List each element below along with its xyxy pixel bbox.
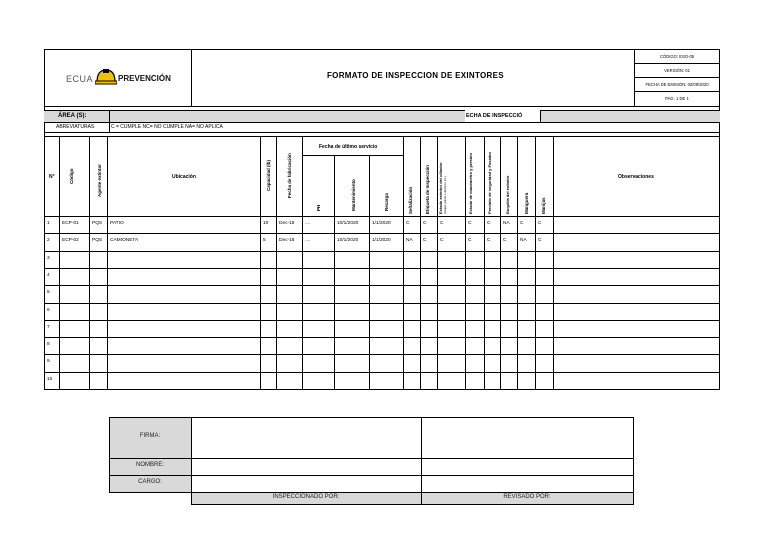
cell-ubicacion[interactable]: [110, 273, 259, 280]
cell-codigo[interactable]: [62, 325, 88, 332]
cell-cilindro[interactable]: C: [440, 221, 444, 226]
cell-precinto[interactable]: [487, 256, 499, 263]
cell-ubicacion[interactable]: [110, 256, 259, 263]
col-cilindro-sub: (Golpes, grietas o deterioro, etc.): [444, 176, 447, 214]
cell-capacidad[interactable]: [263, 377, 275, 384]
cell-mantenimiento[interactable]: 10/1/2020: [337, 221, 359, 226]
cell-cilindro[interactable]: [440, 359, 464, 366]
cell-fabricacion[interactable]: [279, 359, 301, 366]
cell-senalizacion[interactable]: [406, 359, 419, 366]
col-agente: Agente extintor: [97, 163, 102, 197]
cell-ubicacion[interactable]: [110, 342, 259, 349]
cell-senalizacion[interactable]: [406, 290, 419, 297]
cell-cilindro[interactable]: [440, 377, 464, 384]
cell-boquilla[interactable]: [503, 359, 516, 366]
cell-agente[interactable]: [92, 342, 106, 349]
cell-agente[interactable]: [92, 256, 106, 263]
col-ultimo-servicio: Fecha de último servicio: [319, 144, 378, 150]
col-precinto: Precinto de seguridad y Pasador: [487, 151, 492, 214]
cargo-label: CARGO:: [138, 479, 162, 485]
cell-manguera[interactable]: [520, 342, 534, 349]
cell-manguera[interactable]: [520, 273, 534, 280]
cell-agente[interactable]: [92, 308, 106, 315]
cell-manometro[interactable]: C: [468, 221, 472, 226]
cell-ph[interactable]: [305, 290, 333, 297]
cell-manguera[interactable]: NA: [520, 238, 527, 243]
cell-etiqueta[interactable]: [423, 273, 436, 280]
cell-mantenimiento[interactable]: [337, 377, 368, 384]
cell-senalizacion[interactable]: [406, 256, 419, 263]
cell-manijas[interactable]: [538, 359, 552, 366]
cell-recarga[interactable]: [372, 359, 402, 366]
cell-cilindro[interactable]: [440, 273, 464, 280]
col-boquilla: Boquilla del extintor: [505, 175, 510, 214]
cell-capacidad[interactable]: [263, 325, 275, 332]
cell-precinto[interactable]: [487, 308, 499, 315]
cell-precinto[interactable]: [487, 377, 499, 384]
firma-label: FIRMA:: [139, 433, 161, 439]
cell-etiqueta[interactable]: [423, 290, 436, 297]
cell-manijas[interactable]: [538, 325, 552, 332]
cell-recarga[interactable]: [372, 325, 402, 332]
cell-capacidad[interactable]: [263, 359, 275, 366]
abbreviations-text: C = CUMPLE NC= NO CUMPLE NA= NO APLICA: [111, 124, 223, 130]
cell-capacidad[interactable]: [263, 290, 275, 297]
cell-manometro[interactable]: [468, 325, 483, 332]
nombre-inspector-field[interactable]: [192, 459, 420, 474]
cell-mantenimiento[interactable]: [337, 359, 368, 366]
cell-capacidad[interactable]: [263, 256, 275, 263]
cell-fabricacion[interactable]: [279, 325, 301, 332]
cell-capacidad[interactable]: 10: [263, 221, 269, 226]
cell-manijas[interactable]: [538, 342, 552, 349]
cell-manometro[interactable]: [468, 273, 483, 280]
cell-manijas[interactable]: C: [538, 221, 542, 226]
cell-boquilla[interactable]: [503, 377, 516, 384]
cell-recarga[interactable]: [372, 342, 402, 349]
cell-etiqueta[interactable]: C: [423, 221, 427, 226]
cell-mantenimiento[interactable]: [337, 308, 368, 315]
cell-cilindro[interactable]: [440, 342, 464, 349]
cell-fabricacion[interactable]: [279, 342, 301, 349]
cell-codigo[interactable]: ECP-02: [62, 238, 79, 243]
cell-cilindro[interactable]: [440, 325, 464, 332]
cell-ph[interactable]: [305, 377, 333, 384]
cell-agente[interactable]: [92, 325, 106, 332]
cell-manometro[interactable]: [468, 359, 483, 366]
cell-observaciones[interactable]: [556, 238, 718, 245]
cell-codigo[interactable]: [62, 290, 88, 297]
cell-boquilla[interactable]: C: [503, 238, 507, 243]
cell-manguera[interactable]: [520, 290, 534, 297]
hardhat-icon: [95, 67, 117, 87]
cell-observaciones[interactable]: [556, 342, 718, 349]
cell-ph[interactable]: ....: [305, 221, 311, 226]
cell-ph[interactable]: [305, 359, 333, 366]
cell-codigo[interactable]: ECP-01: [62, 221, 79, 226]
cell-num: 6: [47, 308, 50, 313]
cell-recarga[interactable]: [372, 290, 402, 297]
col-codigo: Código: [69, 168, 74, 184]
cargo-inspector-field[interactable]: [192, 476, 420, 491]
cell-ubicacion[interactable]: PATIO: [110, 221, 124, 226]
cell-fabricacion[interactable]: Dec-18: [279, 221, 295, 226]
cell-manguera[interactable]: [520, 308, 534, 315]
col-ubicacion: Ubicación: [172, 174, 196, 180]
cell-ubicacion[interactable]: [110, 290, 259, 297]
cell-num: 4: [47, 273, 50, 278]
cell-cilindro[interactable]: [440, 308, 464, 315]
col-num: N°: [49, 174, 55, 180]
col-observaciones: Observaciones: [618, 174, 654, 180]
col-fabricacion: Fecha de fabricación: [287, 153, 292, 198]
cell-senalizacion[interactable]: [406, 342, 419, 349]
cell-manijas[interactable]: [538, 308, 552, 315]
nombre-reviewer-field[interactable]: [422, 459, 632, 474]
abbreviations-label: ABREVIATURAS: [56, 124, 95, 130]
company-logo: [66, 67, 176, 89]
cell-boquilla[interactable]: NA: [503, 221, 510, 226]
cell-ubicacion[interactable]: [110, 308, 259, 315]
cell-senalizacion[interactable]: NA: [406, 238, 413, 243]
cell-observaciones[interactable]: [556, 359, 718, 366]
inspected-by-label: INSPECCIONADO POR:: [272, 494, 340, 500]
cell-cilindro[interactable]: [440, 290, 464, 297]
cell-codigo[interactable]: [62, 377, 88, 384]
cell-boquilla[interactable]: [503, 325, 516, 332]
cell-manijas[interactable]: [538, 256, 552, 263]
cell-capacidad[interactable]: [263, 273, 275, 280]
area-label: ÁREA (S):: [58, 113, 87, 119]
cell-ph[interactable]: [305, 342, 333, 349]
cell-ph[interactable]: ....: [305, 238, 311, 243]
cell-recarga[interactable]: [372, 377, 402, 384]
cell-etiqueta[interactable]: [423, 256, 436, 263]
cell-agente[interactable]: PQS: [92, 221, 103, 226]
cell-manijas[interactable]: [538, 290, 552, 297]
cell-etiqueta[interactable]: [423, 377, 436, 384]
cell-manguera[interactable]: [520, 359, 534, 366]
doc-version: VERSIÓN: 01: [664, 68, 690, 73]
cell-codigo[interactable]: [62, 256, 88, 263]
logo-brand-left: ECUA: [66, 74, 94, 84]
cell-senalizacion[interactable]: C: [406, 221, 410, 226]
cell-recarga[interactable]: [372, 308, 402, 315]
cell-precinto[interactable]: [487, 325, 499, 332]
col-capacidad: Capacidad (lb): [266, 159, 271, 191]
cell-ubicacion[interactable]: [110, 377, 259, 384]
cell-fabricacion[interactable]: [279, 308, 301, 315]
firma-reviewer-field[interactable]: [422, 418, 632, 457]
cell-agente[interactable]: [92, 290, 106, 297]
cell-precinto[interactable]: [487, 342, 499, 349]
col-recarga: Recarga: [384, 193, 389, 211]
col-etiqueta: Etiqueta de Inspección: [425, 164, 430, 214]
cell-recarga[interactable]: 1/1/2020: [372, 221, 391, 226]
col-manijas: Manijas: [541, 197, 546, 214]
cell-etiqueta[interactable]: [423, 342, 436, 349]
cell-etiqueta[interactable]: [423, 308, 436, 315]
cell-manometro[interactable]: [468, 290, 483, 297]
cell-agente[interactable]: [92, 359, 106, 366]
cell-senalizacion[interactable]: [406, 325, 419, 332]
cell-boquilla[interactable]: [503, 308, 516, 315]
doc-code: CÓDIGO: ESO-05: [659, 54, 695, 59]
cell-mantenimiento[interactable]: [337, 290, 368, 297]
cell-fabricacion[interactable]: Dec-18: [279, 238, 295, 243]
cell-precinto[interactable]: [487, 290, 499, 297]
col-mantenimiento: Mantenimiento: [351, 179, 356, 211]
reviewed-by-label: REVISADO POR:: [503, 494, 551, 500]
cell-etiqueta[interactable]: C: [423, 238, 427, 243]
cell-etiqueta[interactable]: [423, 359, 436, 366]
cell-mantenimiento[interactable]: [337, 256, 368, 263]
cell-manijas[interactable]: [538, 377, 552, 384]
cell-codigo[interactable]: [62, 308, 88, 315]
cell-manijas[interactable]: C: [538, 238, 542, 243]
cell-manguera[interactable]: [520, 377, 534, 384]
cell-precinto[interactable]: [487, 273, 499, 280]
cell-senalizacion[interactable]: [406, 308, 419, 315]
cell-agente[interactable]: [92, 377, 106, 384]
cell-precinto[interactable]: C: [487, 238, 491, 243]
cell-recarga[interactable]: [372, 256, 402, 263]
cargo-reviewer-field[interactable]: [422, 476, 632, 491]
cell-manguera[interactable]: C: [520, 221, 524, 226]
cell-precinto[interactable]: [487, 359, 499, 366]
cell-fabricacion[interactable]: [279, 256, 301, 263]
cell-fabricacion[interactable]: [279, 290, 301, 297]
cell-observaciones[interactable]: [556, 325, 718, 332]
col-manguera: Manguera: [524, 192, 529, 214]
cell-recarga[interactable]: [372, 273, 402, 280]
cell-mantenimiento[interactable]: 10/1/2020: [337, 238, 359, 243]
cell-ph[interactable]: [305, 308, 333, 315]
cell-manijas[interactable]: [538, 273, 552, 280]
cell-manometro[interactable]: [468, 377, 483, 384]
cell-num: 3: [47, 256, 50, 261]
cell-codigo[interactable]: [62, 273, 88, 280]
cell-mantenimiento[interactable]: [337, 342, 368, 349]
cell-mantenimiento[interactable]: [337, 273, 368, 280]
cell-num: 10: [47, 377, 53, 382]
firma-inspector-field[interactable]: [192, 418, 420, 457]
cell-num: 7: [47, 325, 50, 330]
cell-etiqueta[interactable]: [423, 325, 436, 332]
cell-capacidad[interactable]: [263, 342, 275, 349]
cell-num: 8: [47, 342, 50, 347]
col-ph: PH: [316, 204, 321, 211]
col-senalizacion: Señalización: [408, 186, 413, 214]
cell-fabricacion[interactable]: [279, 273, 301, 280]
cell-boquilla[interactable]: [503, 256, 516, 263]
cell-manometro[interactable]: [468, 308, 483, 315]
cell-cilindro[interactable]: C: [440, 238, 444, 243]
cell-manguera[interactable]: [520, 325, 534, 332]
cell-capacidad[interactable]: [263, 308, 275, 315]
cell-observaciones[interactable]: [556, 221, 718, 228]
cell-senalizacion[interactable]: [406, 377, 419, 384]
cell-observaciones[interactable]: [556, 377, 718, 384]
cell-num: 9: [47, 359, 50, 364]
nombre-label: NOMBRE:: [135, 462, 164, 468]
cell-agente[interactable]: PQS: [92, 238, 103, 243]
cell-observaciones[interactable]: [556, 308, 718, 315]
cell-ph[interactable]: [305, 325, 333, 332]
cell-observaciones[interactable]: [556, 273, 718, 280]
cell-manometro[interactable]: C: [468, 238, 472, 243]
cell-codigo[interactable]: [62, 359, 88, 366]
doc-page: PAG. 1 DE 1: [665, 96, 689, 101]
cell-manguera[interactable]: [520, 256, 534, 263]
cell-recarga[interactable]: 1/1/2020: [372, 238, 391, 243]
cell-fabricacion[interactable]: [279, 377, 301, 384]
cell-ph[interactable]: [305, 256, 333, 263]
cell-boquilla[interactable]: [503, 290, 516, 297]
cell-num: 5: [47, 290, 50, 295]
col-cilindro: Estado exterior del cilindro: [438, 162, 443, 214]
cell-manometro[interactable]: [468, 342, 483, 349]
col-manometro: Estado de manómetro y presión: [468, 153, 473, 214]
cell-ubicacion[interactable]: [110, 359, 259, 366]
cell-boquilla[interactable]: [503, 342, 516, 349]
form-title: FORMATO DE INSPECCION DE EXINTORES: [327, 71, 504, 80]
cell-ubicacion[interactable]: [110, 325, 259, 332]
cell-codigo[interactable]: [62, 342, 88, 349]
cell-boquilla[interactable]: [503, 273, 516, 280]
doc-issue-date: FECHA DE EMISIÓN: 02/09/2020: [645, 82, 709, 87]
cell-observaciones[interactable]: [556, 290, 718, 297]
cell-senalizacion[interactable]: [406, 273, 419, 280]
cell-num: 2: [47, 238, 50, 243]
cell-capacidad[interactable]: 5: [263, 238, 266, 243]
cell-observaciones[interactable]: [556, 256, 718, 263]
cell-mantenimiento[interactable]: [337, 325, 368, 332]
cell-precinto[interactable]: C: [487, 221, 491, 226]
cell-agente[interactable]: [92, 273, 106, 280]
cell-cilindro[interactable]: [440, 256, 464, 263]
inspection-date-label: ECHA DE INSPECCIÓ: [466, 113, 523, 119]
logo-brand-right: PREVENCIÓN: [118, 74, 171, 83]
cell-ph[interactable]: [305, 273, 333, 280]
cell-manometro[interactable]: [468, 256, 483, 263]
cell-ubicacion[interactable]: CAMIONETA: [110, 238, 139, 243]
cell-num: 1: [47, 221, 50, 226]
